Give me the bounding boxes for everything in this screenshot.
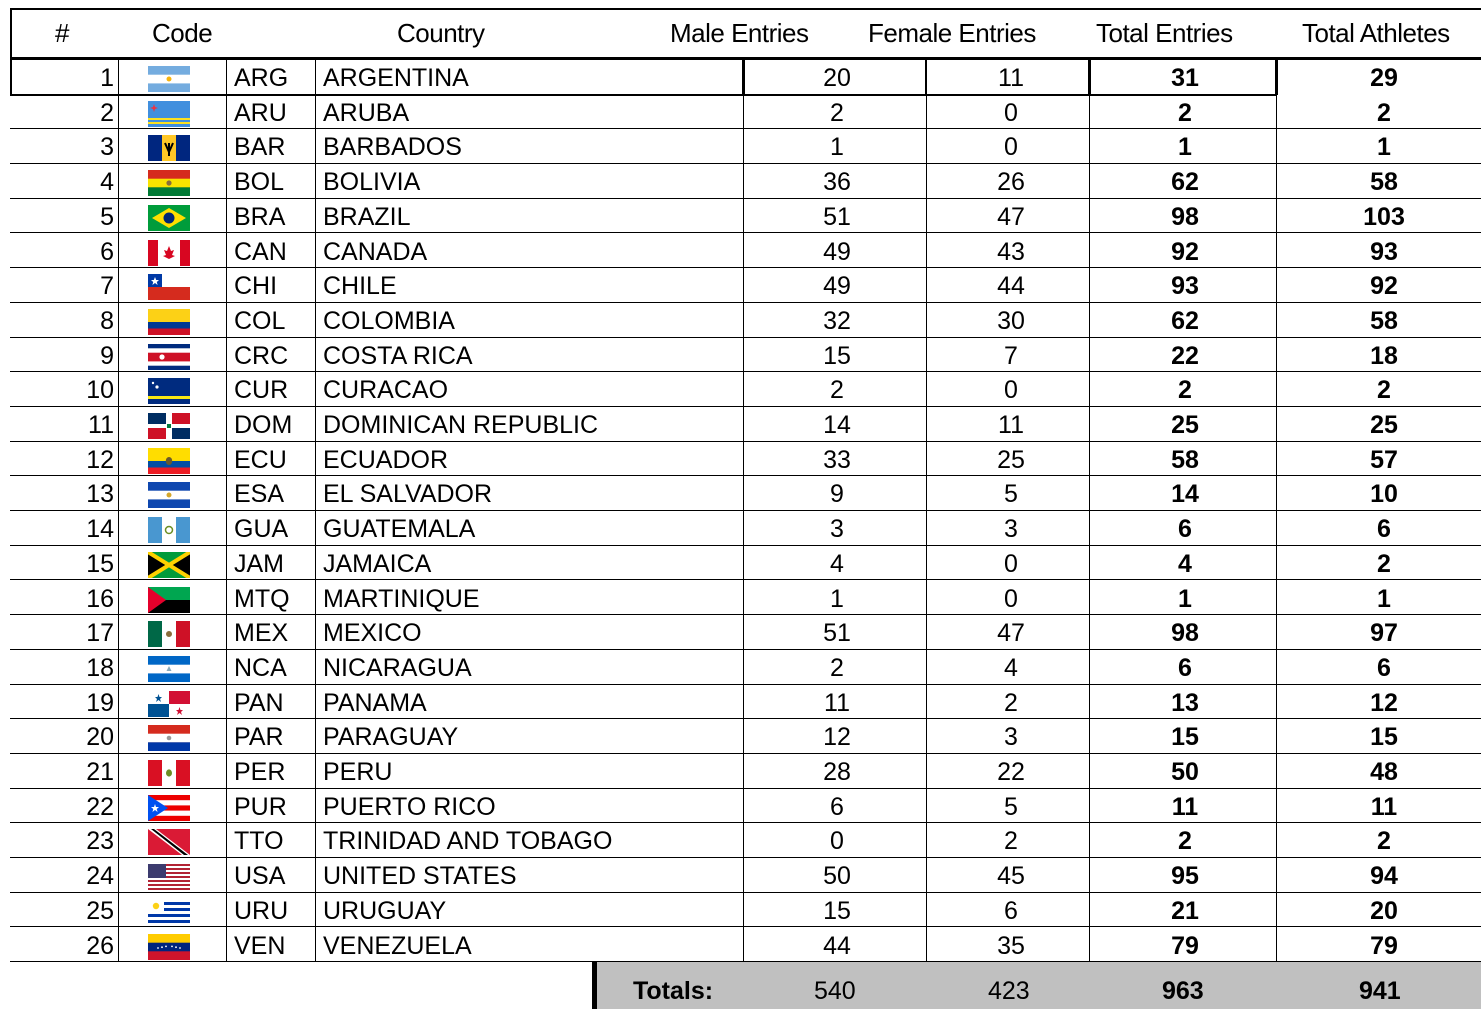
male-entries: 20 [823, 64, 851, 92]
country-code: VEN [234, 931, 286, 960]
country-name: BARBADOS [323, 133, 462, 162]
country-code: ESA [234, 480, 285, 509]
total-entries: 98 [1171, 202, 1199, 231]
table-row [0, 129, 1481, 164]
female-entries: 25 [997, 445, 1025, 474]
table-row [0, 511, 1481, 546]
table-row [0, 199, 1481, 234]
table-row [0, 650, 1481, 685]
country-name: PARAGUAY [323, 723, 459, 752]
mtq-flag-icon [148, 587, 190, 613]
table-row [0, 789, 1481, 824]
country-name: DOMINICAN REPUBLIC [323, 411, 599, 439]
table-row [0, 615, 1481, 650]
total-athletes: 25 [1370, 411, 1398, 439]
row-number: 17 [86, 619, 114, 648]
male-entries: 11 [824, 688, 850, 717]
row-number: 22 [86, 792, 114, 821]
country-code: BAR [234, 133, 286, 162]
male-entries: 2 [830, 653, 844, 682]
total-entries: 95 [1171, 862, 1199, 891]
male-entries: 33 [823, 445, 851, 474]
female-entries: 35 [997, 931, 1025, 960]
col-flag-icon [148, 309, 190, 335]
total-athletes: 103 [1363, 202, 1405, 231]
country-code: PAR [234, 723, 284, 752]
row-number: 9 [100, 341, 114, 370]
header-male-entries: Male Entries [670, 18, 809, 48]
total-athletes: 6 [1377, 653, 1391, 682]
total-athletes: 93 [1370, 237, 1398, 266]
total-athletes: 94 [1370, 862, 1398, 891]
row-number: 19 [86, 688, 114, 717]
jam-flag-icon [148, 552, 190, 578]
male-entries: 2 [830, 98, 844, 127]
table-row [0, 95, 1481, 130]
row-number: 7 [100, 272, 114, 301]
table-row [0, 164, 1481, 199]
female-entries: 0 [1004, 376, 1018, 405]
country-name: EL SALVADOR [323, 480, 493, 509]
female-entries: 0 [1004, 98, 1018, 127]
country-name: CURACAO [323, 376, 449, 405]
cur-flag-icon [148, 378, 190, 404]
country-name: NICARAGUA [323, 653, 472, 682]
total-athletes: 2 [1377, 827, 1391, 856]
total-entries: 1 [1178, 133, 1192, 162]
table-row [0, 719, 1481, 754]
female-entries: 22 [997, 758, 1025, 786]
aru-flag-icon [148, 101, 190, 127]
male-entries: 36 [823, 168, 851, 197]
total-entries: 31 [1171, 64, 1199, 92]
male-entries: 4 [830, 549, 844, 578]
table-row [0, 581, 1481, 616]
male-entries: 3 [830, 515, 844, 544]
male-entries: 1 [830, 133, 844, 162]
country-name: COLOMBIA [323, 306, 455, 335]
total-athletes: 1 [1377, 133, 1391, 162]
header-total-athletes: Total Athletes [1302, 18, 1450, 48]
ven-flag-icon [148, 934, 190, 960]
total-entries: 1 [1178, 584, 1192, 613]
table-row [0, 372, 1481, 407]
total-athletes: 58 [1370, 168, 1398, 197]
male-entries: 51 [823, 202, 851, 231]
total-entries: 50 [1171, 758, 1199, 786]
table-row [0, 338, 1481, 373]
country-code: JAM [234, 549, 284, 578]
esa-flag-icon [148, 482, 190, 508]
pur-flag-icon [148, 795, 190, 821]
female-entries: 3 [1004, 515, 1018, 544]
total-athletes: 92 [1370, 272, 1398, 301]
totals-label: Totals: [633, 977, 714, 1005]
female-entries: 30 [997, 306, 1025, 335]
country-code: CRC [234, 341, 289, 370]
country-code: MTQ [234, 584, 290, 613]
table-row [0, 685, 1481, 720]
row-number: 6 [100, 237, 114, 266]
total-athletes: 2 [1377, 98, 1391, 127]
country-code: USA [234, 862, 286, 891]
header-code: Code [152, 18, 213, 48]
total-entries: 79 [1171, 931, 1199, 960]
female-entries: 5 [1004, 480, 1018, 509]
table-row [0, 442, 1481, 477]
female-entries: 11 [998, 411, 1024, 439]
total-entries: 2 [1178, 827, 1192, 856]
row-number: 4 [100, 168, 114, 197]
country-name: CANADA [323, 237, 428, 266]
country-name: COSTA RICA [323, 341, 473, 370]
header-num: # [55, 18, 69, 48]
arg-flag-icon [148, 66, 190, 92]
total-athletes: 2 [1377, 376, 1391, 405]
total-entries: 93 [1171, 272, 1199, 301]
female-entries: 11 [998, 64, 1024, 92]
male-entries: 44 [823, 931, 851, 960]
row-number: 2 [100, 98, 114, 127]
female-entries: 3 [1004, 723, 1018, 752]
country-code: CUR [234, 376, 289, 405]
gua-flag-icon [148, 517, 190, 543]
male-entries: 15 [823, 896, 851, 925]
table-row [0, 234, 1481, 269]
row-number: 18 [86, 653, 114, 682]
total-entries: 62 [1171, 306, 1199, 335]
female-entries: 26 [997, 168, 1025, 197]
row-number: 11 [88, 411, 114, 439]
table-row [0, 858, 1481, 893]
total-athletes: 79 [1370, 931, 1398, 960]
total-athletes: 2 [1377, 549, 1391, 578]
total-athletes: 48 [1370, 758, 1398, 786]
country-name: ARUBA [323, 98, 410, 127]
country-name: PANAMA [323, 688, 427, 717]
country-code: GUA [234, 515, 289, 544]
total-entries: 4 [1178, 549, 1192, 578]
total-athletes: 15 [1370, 723, 1398, 752]
male-entries: 2 [830, 376, 844, 405]
male-entries: 1 [830, 584, 844, 613]
total-entries: 62 [1171, 168, 1199, 197]
total-entries: 92 [1171, 237, 1199, 266]
male-entries: 15 [823, 341, 851, 370]
table-row [0, 546, 1481, 581]
par-flag-icon [148, 725, 190, 751]
table-row [0, 407, 1481, 442]
country-name: BRAZIL [323, 202, 411, 231]
country-code: ECU [234, 445, 287, 474]
row-number: 13 [86, 480, 114, 509]
row-number: 21 [86, 758, 114, 786]
total-entries: 11 [1171, 792, 1199, 821]
female-entries: 7 [1004, 341, 1018, 370]
country-name: ARGENTINA [323, 64, 469, 92]
row-number: 10 [86, 376, 114, 405]
male-entries: 49 [823, 272, 851, 301]
country-name: PUERTO RICO [323, 792, 496, 821]
country-code: CAN [234, 237, 287, 266]
female-entries: 47 [997, 619, 1025, 648]
country-name: VENEZUELA [323, 931, 472, 960]
total-entries: 6 [1178, 653, 1192, 682]
female-entries: 44 [997, 272, 1025, 301]
per-flag-icon [148, 760, 190, 786]
ecu-flag-icon [148, 448, 190, 474]
table-row [0, 928, 1481, 963]
mex-flag-icon [148, 621, 190, 647]
country-code: COL [234, 306, 286, 335]
table-row [0, 268, 1481, 303]
row-number: 12 [86, 445, 114, 474]
totals-row [592, 962, 1481, 1009]
country-name: CHILE [323, 272, 397, 301]
totals-male: 540 [814, 977, 856, 1005]
row-number: 20 [86, 723, 114, 752]
total-athletes: 12 [1370, 688, 1398, 717]
total-entries: 13 [1171, 688, 1199, 717]
country-name: TRINIDAD AND TOBAGO [323, 827, 613, 856]
country-name: GUATEMALA [323, 515, 476, 544]
totals-total-entries: 963 [1162, 977, 1204, 1005]
crc-flag-icon [148, 344, 190, 370]
country-code: ARG [234, 64, 289, 92]
row-number: 8 [100, 306, 114, 335]
total-athletes: 58 [1370, 306, 1398, 335]
total-athletes: 20 [1370, 896, 1398, 925]
female-entries: 4 [1004, 653, 1018, 682]
pan-flag-icon [148, 691, 190, 717]
country-code: PER [234, 758, 286, 786]
total-athletes: 11 [1370, 792, 1398, 821]
table-row [0, 60, 1481, 95]
female-entries: 0 [1004, 549, 1018, 578]
chi-flag-icon [148, 274, 190, 300]
female-entries: 45 [997, 862, 1025, 891]
total-athletes: 1 [1377, 584, 1391, 613]
female-entries: 5 [1004, 792, 1018, 821]
total-entries: 25 [1171, 411, 1199, 439]
total-entries: 58 [1171, 445, 1199, 474]
country-code: PAN [234, 688, 284, 717]
row-number: 5 [100, 202, 114, 231]
female-entries: 47 [997, 202, 1025, 231]
country-code: DOM [234, 411, 293, 439]
country-name: JAMAICA [323, 549, 432, 578]
header-country: Country [397, 18, 485, 48]
male-entries: 12 [823, 723, 851, 752]
country-code: CHI [234, 272, 278, 301]
male-entries: 14 [823, 411, 851, 439]
country-code: ARU [234, 98, 287, 127]
dom-flag-icon [148, 413, 190, 439]
total-entries: 15 [1171, 723, 1199, 752]
total-entries: 98 [1171, 619, 1199, 648]
table-row [0, 823, 1481, 858]
table-row [0, 476, 1481, 511]
table-row [0, 893, 1481, 928]
row-number: 1 [100, 64, 114, 92]
country-code: URU [234, 896, 289, 925]
male-entries: 9 [830, 480, 844, 509]
total-entries: 21 [1171, 896, 1199, 925]
uru-flag-icon [148, 899, 190, 925]
country-name: ECUADOR [323, 445, 449, 474]
total-entries: 2 [1178, 98, 1192, 127]
header-total-entries: Total Entries [1096, 18, 1233, 48]
usa-flag-icon [148, 864, 190, 890]
total-entries: 2 [1178, 376, 1192, 405]
row-number: 14 [86, 515, 114, 544]
total-athletes: 57 [1370, 445, 1398, 474]
totals-female: 423 [988, 977, 1030, 1005]
country-name: URUGUAY [323, 896, 447, 925]
female-entries: 6 [1004, 896, 1018, 925]
bar-flag-icon [148, 135, 190, 161]
male-entries: 28 [823, 758, 851, 786]
total-entries: 22 [1171, 341, 1199, 370]
total-athletes: 10 [1370, 480, 1398, 509]
row-number: 3 [100, 133, 114, 162]
female-entries: 0 [1004, 133, 1018, 162]
table-row [0, 754, 1481, 789]
row-number: 15 [86, 549, 114, 578]
country-name: BOLIVIA [323, 168, 421, 197]
female-entries: 2 [1004, 827, 1018, 856]
row-number: 25 [86, 896, 114, 925]
bol-flag-icon [148, 170, 190, 196]
can-flag-icon [148, 240, 190, 266]
male-entries: 50 [823, 862, 851, 891]
row-number: 16 [86, 584, 114, 613]
male-entries: 49 [823, 237, 851, 266]
female-entries: 2 [1004, 688, 1018, 717]
nca-flag-icon [148, 656, 190, 682]
male-entries: 6 [830, 792, 844, 821]
totals-total-athletes: 941 [1359, 977, 1401, 1005]
bra-flag-icon [148, 205, 190, 231]
row-number: 24 [86, 862, 114, 891]
male-entries: 32 [823, 306, 851, 335]
total-athletes: 97 [1370, 619, 1398, 648]
country-code: PUR [234, 792, 287, 821]
total-athletes: 29 [1370, 64, 1398, 92]
country-code: BRA [234, 202, 286, 231]
country-name: MEXICO [323, 619, 422, 648]
country-name: PERU [323, 758, 393, 786]
total-entries: 6 [1178, 515, 1192, 544]
total-entries: 14 [1171, 480, 1199, 509]
totals-border [592, 962, 597, 1009]
row-number: 23 [86, 827, 114, 856]
row-number: 26 [86, 931, 114, 960]
country-code: MEX [234, 619, 289, 648]
female-entries: 43 [997, 237, 1025, 266]
country-code: TTO [234, 827, 284, 856]
male-entries: 0 [830, 827, 844, 856]
total-athletes: 18 [1370, 341, 1398, 370]
male-entries: 51 [823, 619, 851, 648]
total-athletes: 6 [1377, 515, 1391, 544]
table-row [0, 303, 1481, 338]
country-code: BOL [234, 168, 285, 197]
country-name: UNITED STATES [323, 862, 517, 891]
tto-flag-icon [148, 829, 190, 855]
header-female-entries: Female Entries [868, 18, 1036, 48]
country-name: MARTINIQUE [323, 584, 480, 613]
female-entries: 0 [1004, 584, 1018, 613]
country-code: NCA [234, 653, 287, 682]
